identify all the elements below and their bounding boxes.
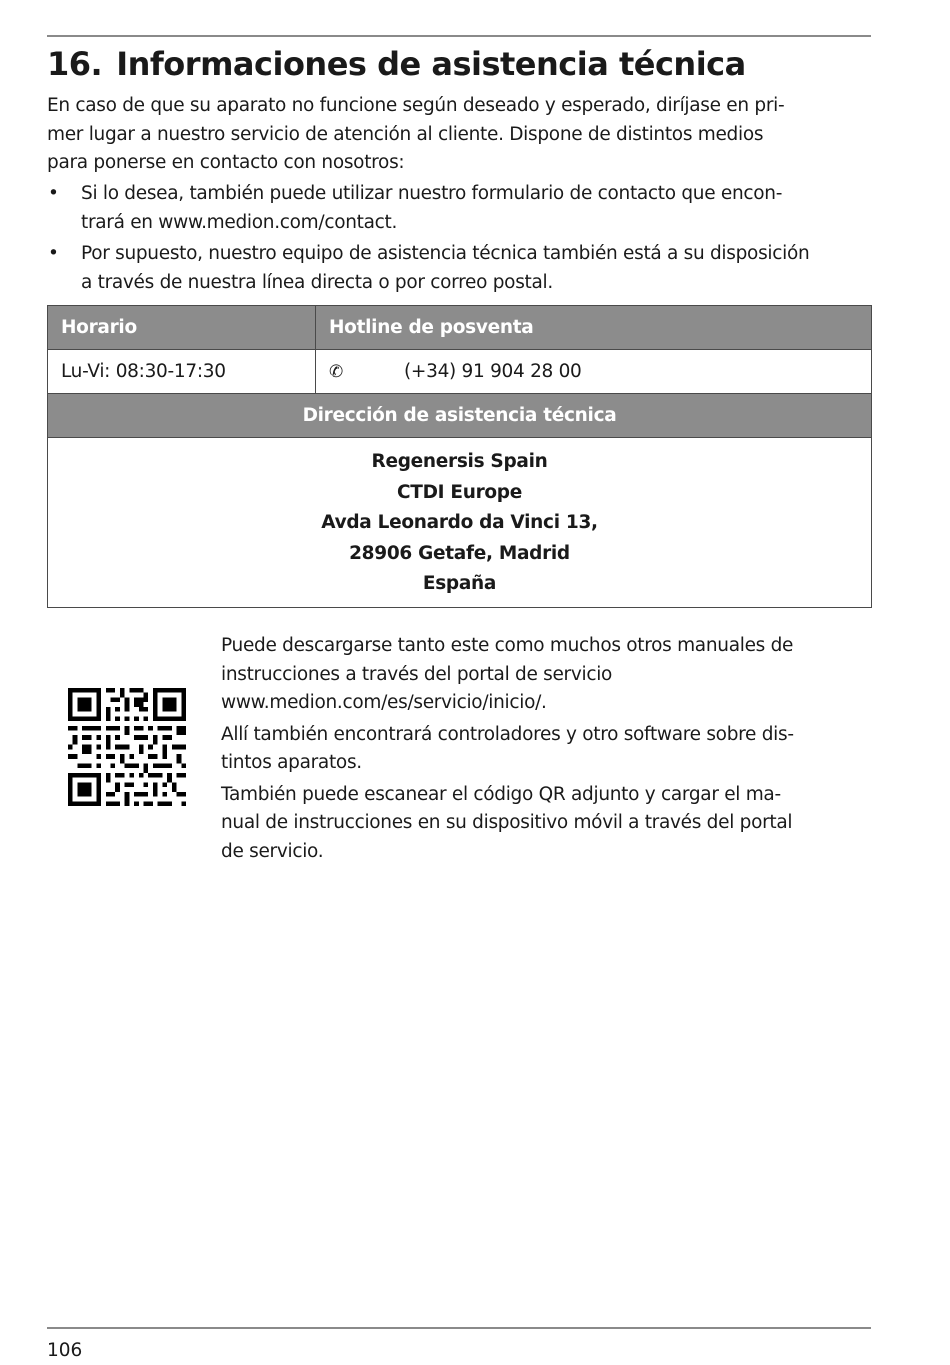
phone-number: (+34) 91 904 28 00 [404, 361, 582, 382]
software-paragraph [221, 721, 861, 778]
list-item-line: Por supuesto, nuestro equipo de asistencia técnica también está a su disposición [81, 243, 810, 264]
top-rule [47, 35, 871, 37]
header-hotline: Hotline de posventa [316, 306, 872, 350]
text-line: instrucciones a través del portal de servicio [221, 663, 613, 685]
table-header-row [48, 306, 872, 350]
intro-paragraph [47, 92, 871, 178]
list-item-line: Si lo desea, también puede utilizar nuestro formulario de contacto que encon- [81, 183, 783, 204]
qr-code-icon [68, 688, 186, 806]
address-line: Avda Leonardo da Vinci 13, [321, 512, 598, 533]
intro-line: para ponerse en contacto con nosotros: [47, 152, 405, 173]
support-table [47, 305, 872, 608]
table-row [48, 350, 872, 394]
download-paragraph [221, 632, 861, 718]
address-line: 28906 Getafe, Madrid [349, 542, 570, 564]
address-cell [48, 438, 872, 608]
page-number: 106 [47, 1340, 83, 1361]
bottom-rule [47, 1327, 871, 1329]
text-line: de servicio. [221, 840, 324, 862]
text-line: También puede escanear el código QR adjunto y cargar el ma- [221, 783, 781, 805]
intro-line: En caso de que su aparato no funcione según deseado y esperado, diríjase en pri- [47, 95, 785, 116]
text-line: www.medion.com/es/servicio/inicio/. [221, 692, 547, 713]
contact-options-list [47, 180, 871, 300]
text-line: Allí también encontrará controladores y otro software sobre dis- [221, 723, 794, 745]
address-line: CTDI Europe [396, 481, 522, 503]
header-hours: Horario [48, 306, 316, 350]
address-line: Regenersis Spain [371, 451, 548, 472]
table-header-row [48, 394, 872, 438]
address-line: España [422, 573, 497, 594]
intro-line: mer lugar a nuestro servicio de atención al cliente. Dispone de distintos medios [47, 123, 764, 145]
bullet-marker: • [48, 243, 59, 264]
address-header: Dirección de asistencia técnica [48, 394, 872, 438]
qr-paragraph [221, 781, 861, 867]
list-item [47, 240, 871, 297]
bullet-marker: • [48, 183, 59, 204]
phone-icon: ✆ [329, 362, 343, 382]
text-line: nual de instrucciones en su dispositivo móvil a través del portal [221, 812, 793, 833]
list-item [47, 180, 871, 237]
text-line: Puede descargarse tanto este como muchos otros manuales de [221, 635, 794, 656]
section-number: 16. [47, 45, 103, 83]
download-info [221, 632, 861, 869]
list-item-line: trará en www.medion.com/contact. [81, 211, 398, 233]
table-row [48, 438, 872, 608]
section-heading [47, 41, 871, 87]
hotline-cell [316, 350, 872, 394]
text-line: tintos aparatos. [221, 752, 362, 773]
section-title: Informaciones de asistencia técnica [116, 45, 746, 83]
list-item-line: a través de nuestra línea directa o por correo postal. [81, 271, 553, 293]
hours-cell: Lu-Vi: 08:30-17:30 [48, 350, 316, 394]
